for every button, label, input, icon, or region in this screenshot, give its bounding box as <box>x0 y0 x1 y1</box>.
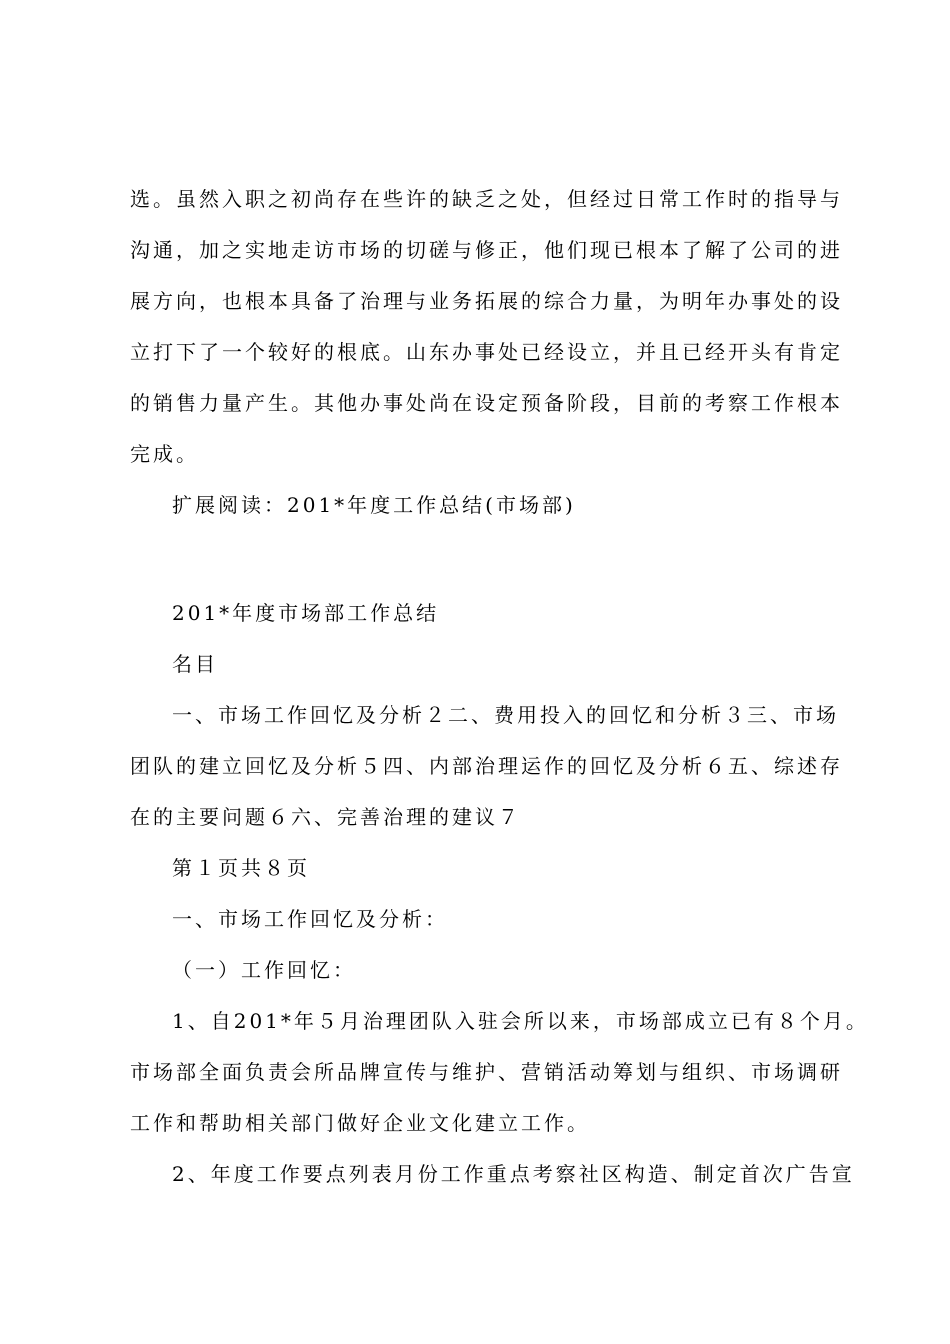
text-line: 市场部全面负责会所品牌宣传与维护、营销活动筹划与组织、市场调研 <box>130 1060 843 1084</box>
list-item <box>130 1161 855 1187</box>
section-heading: 一、市场工作回忆及分析： <box>172 907 448 931</box>
text-line: 沟通，加之实地走访市场的切磋与修正，他们现已根本了解了公司的进 <box>130 238 843 262</box>
subsection-heading: （一）工作回忆： <box>172 958 356 982</box>
toc-line: 在的主要问题６六、完善治理的建议７ <box>130 805 521 829</box>
text-line: 工作和帮助相关部门做好企业文化建立工作。 <box>130 1111 590 1135</box>
extended-reading: 扩展阅读：201*年度工作总结(市场部) <box>172 493 576 517</box>
paragraph-continued <box>130 186 843 467</box>
toc-line: 一、市场工作回忆及分析２二、费用投入的回忆和分析３三、市场 <box>172 703 839 727</box>
text-line: 完成。 <box>130 442 199 466</box>
list-item <box>130 1008 869 1136</box>
text-line: 的销售力量产生。其他办事处尚在设定预备阶段，目前的考察工作根本 <box>130 391 843 415</box>
page-marker: 第１页共８页 <box>172 856 310 880</box>
toc-line: 团队的建立回忆及分析５四、内部治理运作的回忆及分析６五、综述存 <box>130 754 843 778</box>
text-line: 2、年度工作要点列表月份工作重点考察社区构造、制定首次广告宣 <box>172 1162 855 1186</box>
blank-gap <box>130 543 830 600</box>
text-line: 展方向，也根本具备了治理与业务拓展的综合力量，为明年办事处的设 <box>130 289 843 313</box>
document-page <box>130 186 869 1212</box>
toc-heading: 名目 <box>172 652 218 676</box>
text-line: 1、自201*年５月治理团队入驻会所以来，市场部成立已有８个月。 <box>172 1009 869 1033</box>
text-line: 立打下了一个较好的根底。山东办事处已经设立，并且已经开头有肯定 <box>130 340 843 364</box>
report-title: 201*年度市场部工作总结 <box>172 601 440 625</box>
table-of-contents <box>130 702 843 830</box>
text-line: 选。虽然入职之初尚存在些许的缺乏之处，但经过日常工作时的指导与 <box>130 187 843 211</box>
